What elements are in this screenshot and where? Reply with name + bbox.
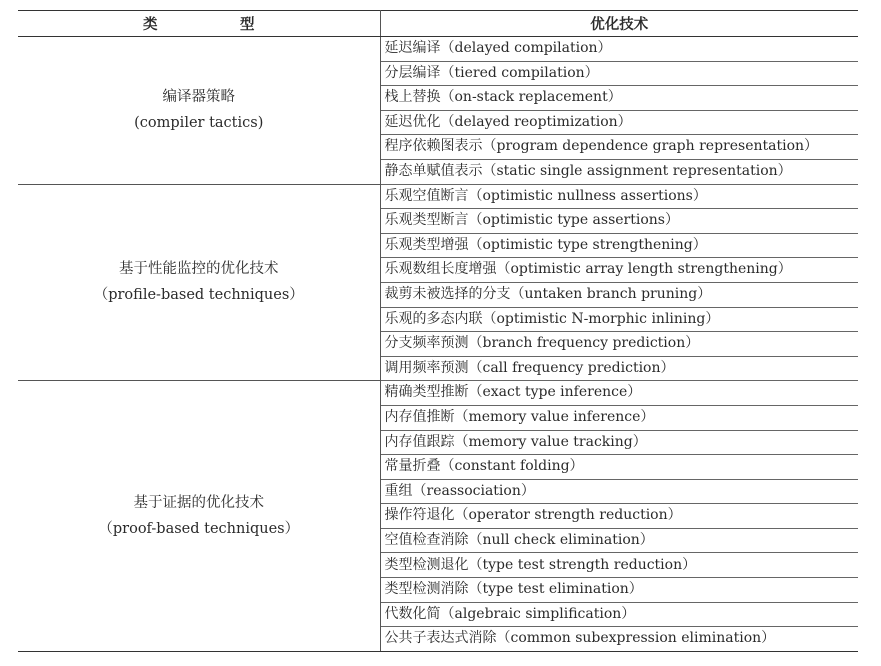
technique-cell: 乐观空值断言（optimistic nullness assertions） (380, 184, 858, 209)
technique-cell: 乐观类型断言（optimistic type assertions） (380, 209, 858, 234)
table-row (18, 184, 858, 209)
category-cell (18, 381, 380, 652)
technique-cell: 类型检测退化（type test strength reduction） (380, 553, 858, 578)
category-name-en: (compiler tactics) (134, 115, 264, 132)
category-cell (18, 184, 380, 381)
technique-cell: 空值检查消除（null check elimination） (380, 528, 858, 553)
header-technique: 优化技术 (380, 11, 858, 37)
technique-cell: 精确类型推断（exact type inference） (380, 381, 858, 406)
technique-cell: 乐观类型增强（optimistic type strengthening） (380, 233, 858, 258)
category-name-en: （proof-based techniques） (98, 521, 300, 538)
header-row (18, 11, 858, 37)
technique-cell: 延迟编译（delayed compilation） (380, 37, 858, 62)
category-name-cn: 基于性能监控的优化技术 (119, 261, 279, 278)
technique-cell: 栈上替换（on-stack replacement） (380, 86, 858, 111)
category-name-en: （profile-based techniques） (93, 287, 304, 304)
category-name-cn: 编译器策略 (162, 89, 235, 106)
technique-cell: 重组（reassociation） (380, 479, 858, 504)
technique-cell: 公共子表达式消除（common subexpression elimination） (380, 627, 858, 652)
technique-cell: 内存值推断（memory value inference） (380, 405, 858, 430)
technique-cell: 裁剪未被选择的分支（untaken branch pruning） (380, 282, 858, 307)
category-cell (18, 37, 380, 185)
table-body (18, 37, 858, 652)
technique-cell: 调用频率预测（call frequency prediction） (380, 356, 858, 381)
technique-cell: 分支频率预测（branch frequency prediction） (380, 332, 858, 357)
technique-cell: 程序依赖图表示（program dependence graph representation） (380, 135, 858, 160)
technique-cell: 乐观的多态内联（optimistic N-morphic inlining） (380, 307, 858, 332)
technique-cell: 延迟优化（delayed reoptimization） (380, 110, 858, 135)
header-category: 类 型 (18, 11, 380, 37)
technique-cell: 操作符退化（operator strength reduction） (380, 504, 858, 529)
technique-cell: 常量折叠（constant folding） (380, 455, 858, 480)
technique-cell: 分层编译（tiered compilation） (380, 61, 858, 86)
table-header (18, 11, 858, 37)
technique-cell: 内存值跟踪（memory value tracking） (380, 430, 858, 455)
category-name-cn: 基于证据的优化技术 (133, 495, 264, 512)
optimization-techniques-table (18, 10, 858, 652)
table-row (18, 381, 858, 406)
table-row (18, 37, 858, 62)
technique-cell: 类型检测消除（type test elimination） (380, 578, 858, 603)
technique-cell: 静态单赋值表示（static single assignment representation） (380, 159, 858, 184)
technique-cell: 乐观数组长度增强（optimistic array length strengthening） (380, 258, 858, 283)
technique-cell: 代数化简（algebraic simplification） (380, 602, 858, 627)
